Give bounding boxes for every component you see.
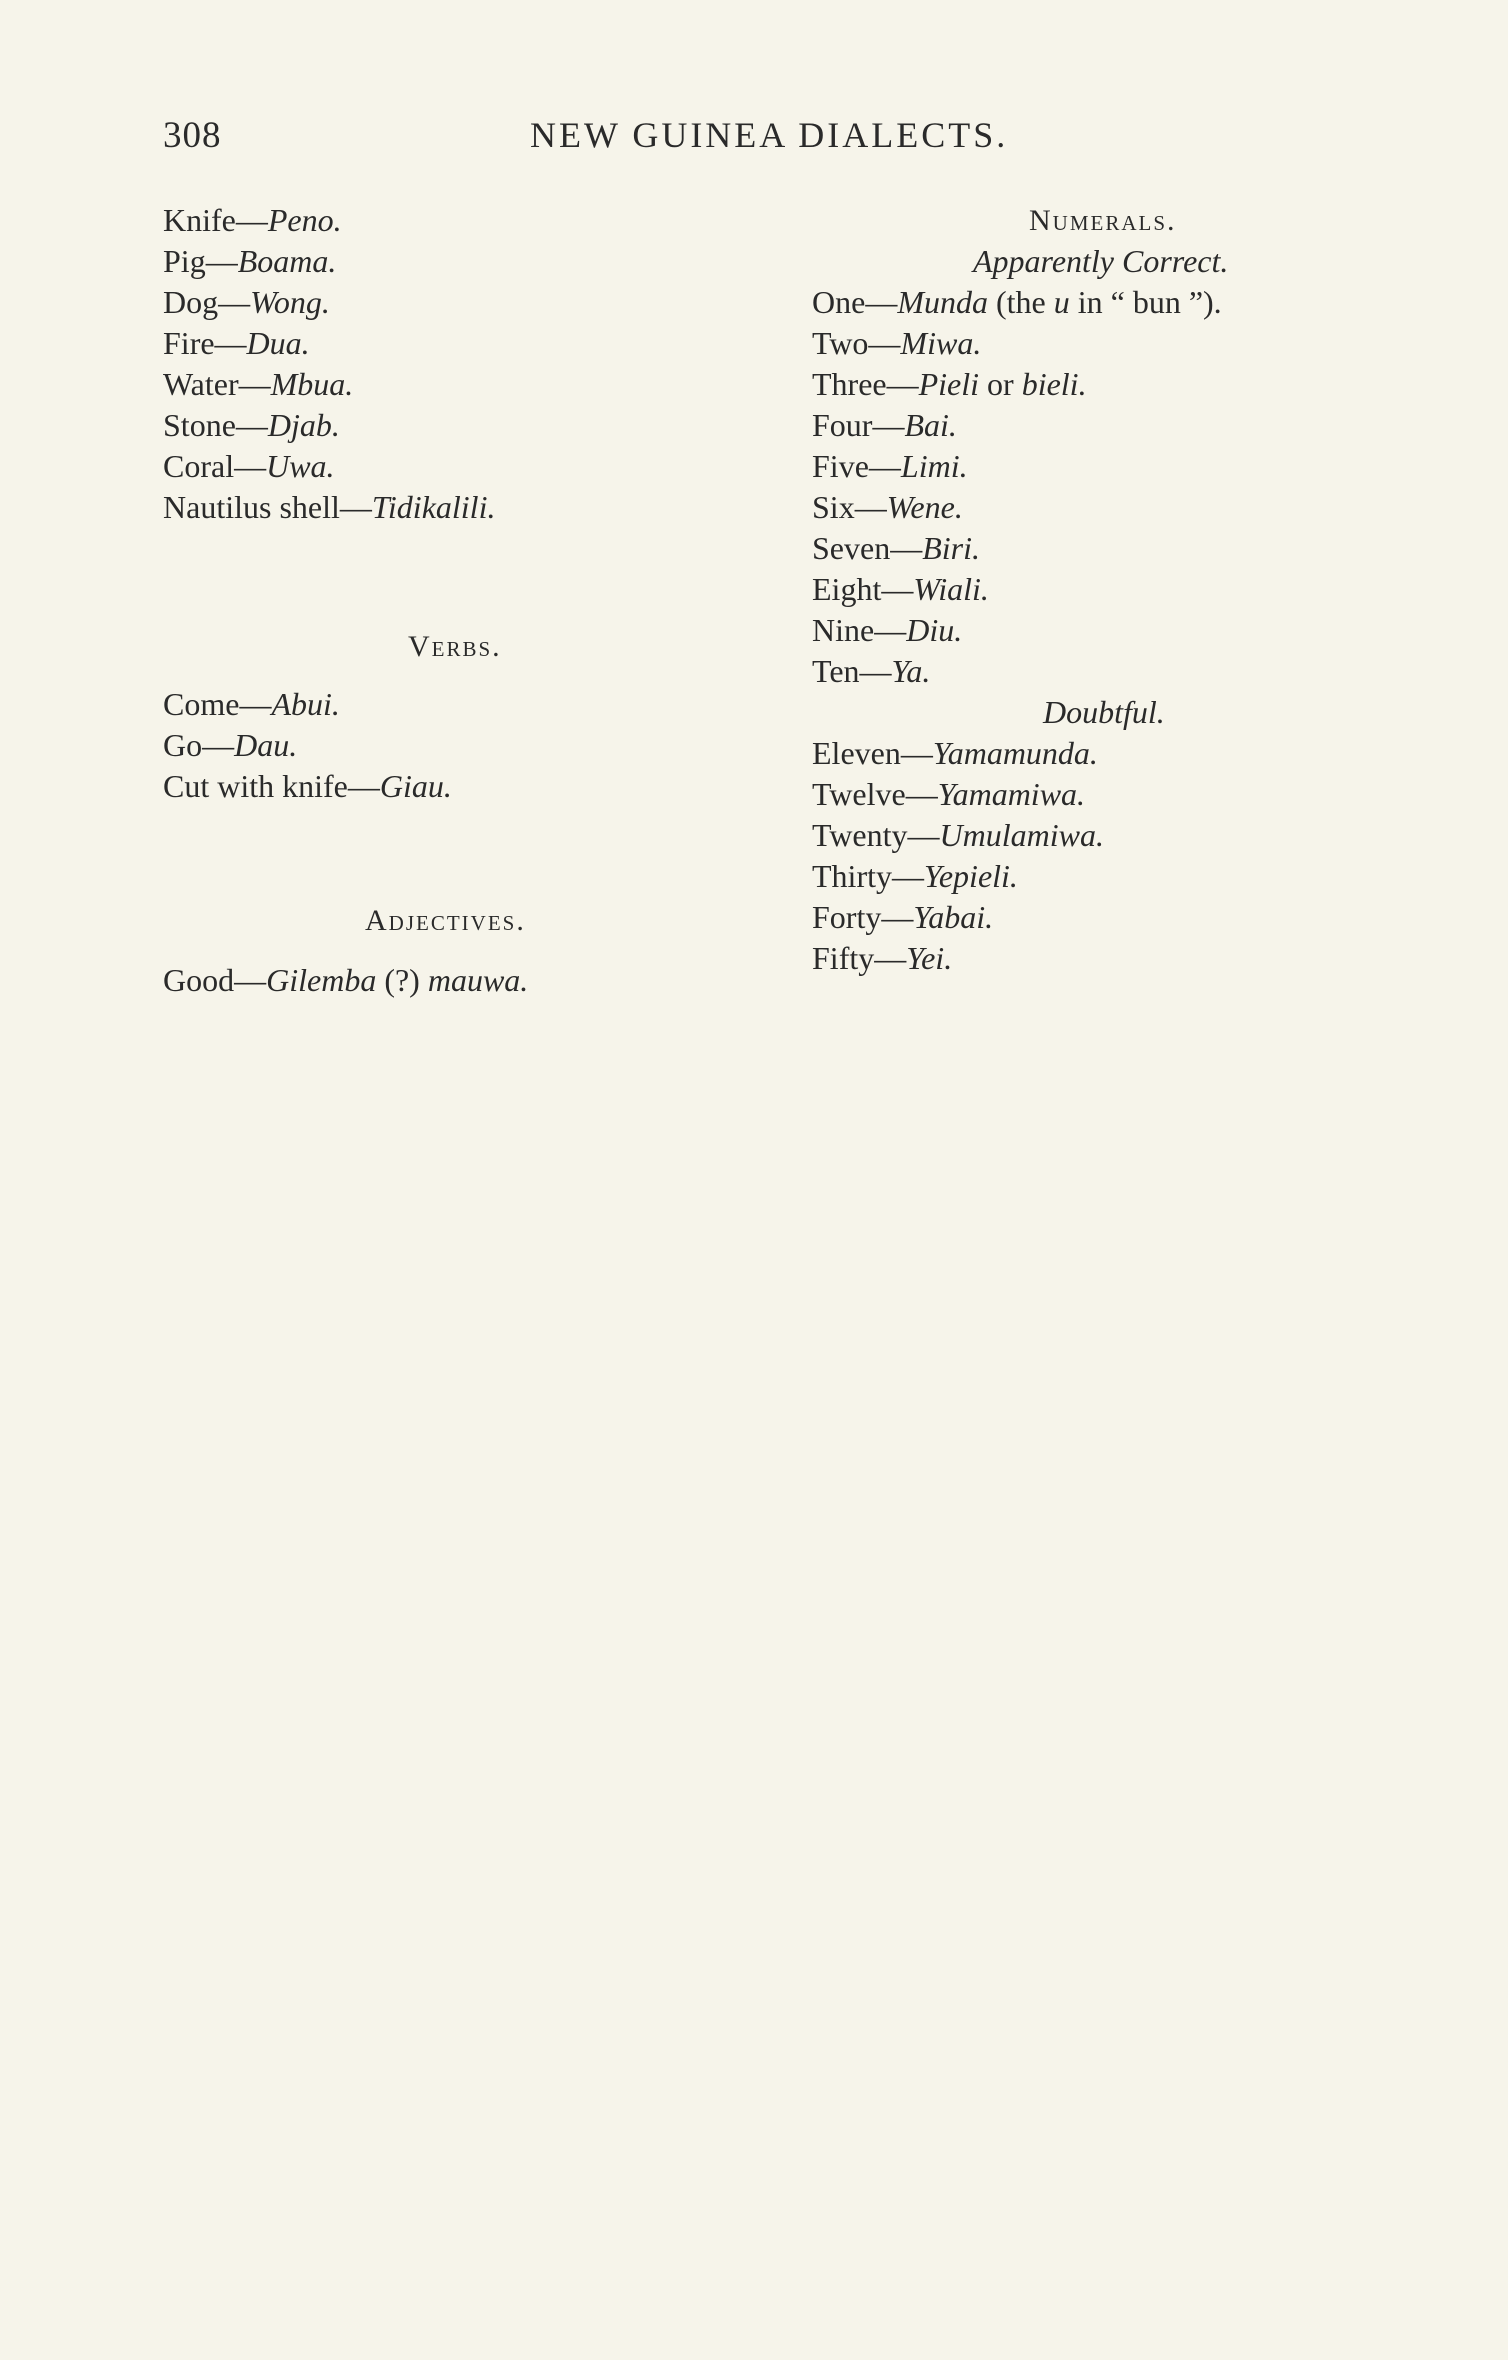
page-number: 308 — [163, 115, 222, 156]
numeral-entry: Six—Wene. — [812, 489, 963, 525]
vocab-entry: Coral—Uwa. — [163, 448, 335, 484]
correct-numerals-list — [812, 282, 1352, 692]
verbs-heading: Verbs. — [408, 630, 502, 663]
numeral-entry: One—Munda (the u in “ bun ”). — [812, 284, 1222, 320]
vocab-entry: Fire—Dua. — [163, 325, 310, 361]
numeral-entry: Two—Miwa. — [812, 325, 982, 361]
left-column — [163, 200, 803, 998]
vocab-entry: Knife—Peno. — [163, 202, 342, 238]
numeral-entry: Twelve—Yamamiwa. — [812, 776, 1086, 812]
doubtful-numerals-list — [812, 733, 1352, 979]
numeral-entry: Three—Pieli or bieli. — [812, 366, 1087, 402]
vocab-entry: Good—Gilemba (?) mauwa. — [163, 962, 529, 998]
vocab-entry: Dog—Wong. — [163, 284, 330, 320]
adjectives-list — [163, 960, 528, 1001]
numeral-entry: Fifty—Yei. — [812, 940, 953, 976]
vocab-entry: Water—Mbua. — [163, 366, 354, 402]
numeral-entry: Eight—Wiali. — [812, 571, 989, 607]
numeral-entry: Thirty—Yepieli. — [812, 858, 1018, 894]
vocab-entry: Nautilus shell—Tidikalili. — [163, 489, 496, 525]
numeral-entry: Nine—Diu. — [812, 612, 963, 648]
verbs-list — [163, 684, 452, 807]
running-title: NEW GUINEA DIALECTS. — [530, 115, 1009, 155]
vocab-entry: Come—Abui. — [163, 686, 340, 722]
numeral-entry: Eleven—Yamamunda. — [812, 735, 1098, 771]
numeral-entry: Ten—Ya. — [812, 653, 931, 689]
numeral-entry: Seven—Biri. — [812, 530, 980, 566]
numeral-entry: Twenty—Umulamiwa. — [812, 817, 1104, 853]
numeral-entry: Five—Limi. — [812, 448, 968, 484]
adjectives-heading: Adjectives. — [365, 904, 526, 937]
apparently-correct-heading: Apparently Correct. — [973, 243, 1229, 279]
numeral-entry: Forty—Yabai. — [812, 899, 994, 935]
numeral-entry: Four—Bai. — [812, 407, 957, 443]
vocab-entry: Go—Dau. — [163, 727, 298, 763]
right-column — [812, 200, 1352, 979]
vocab-entry: Cut with knife—Giau. — [163, 768, 452, 804]
nouns-list — [163, 200, 803, 528]
numerals-heading: Numerals. — [1029, 204, 1177, 237]
doubtful-heading: Doubtful. — [1043, 694, 1165, 730]
vocab-entry: Pig—Boama. — [163, 243, 337, 279]
vocab-entry: Stone—Djab. — [163, 407, 340, 443]
